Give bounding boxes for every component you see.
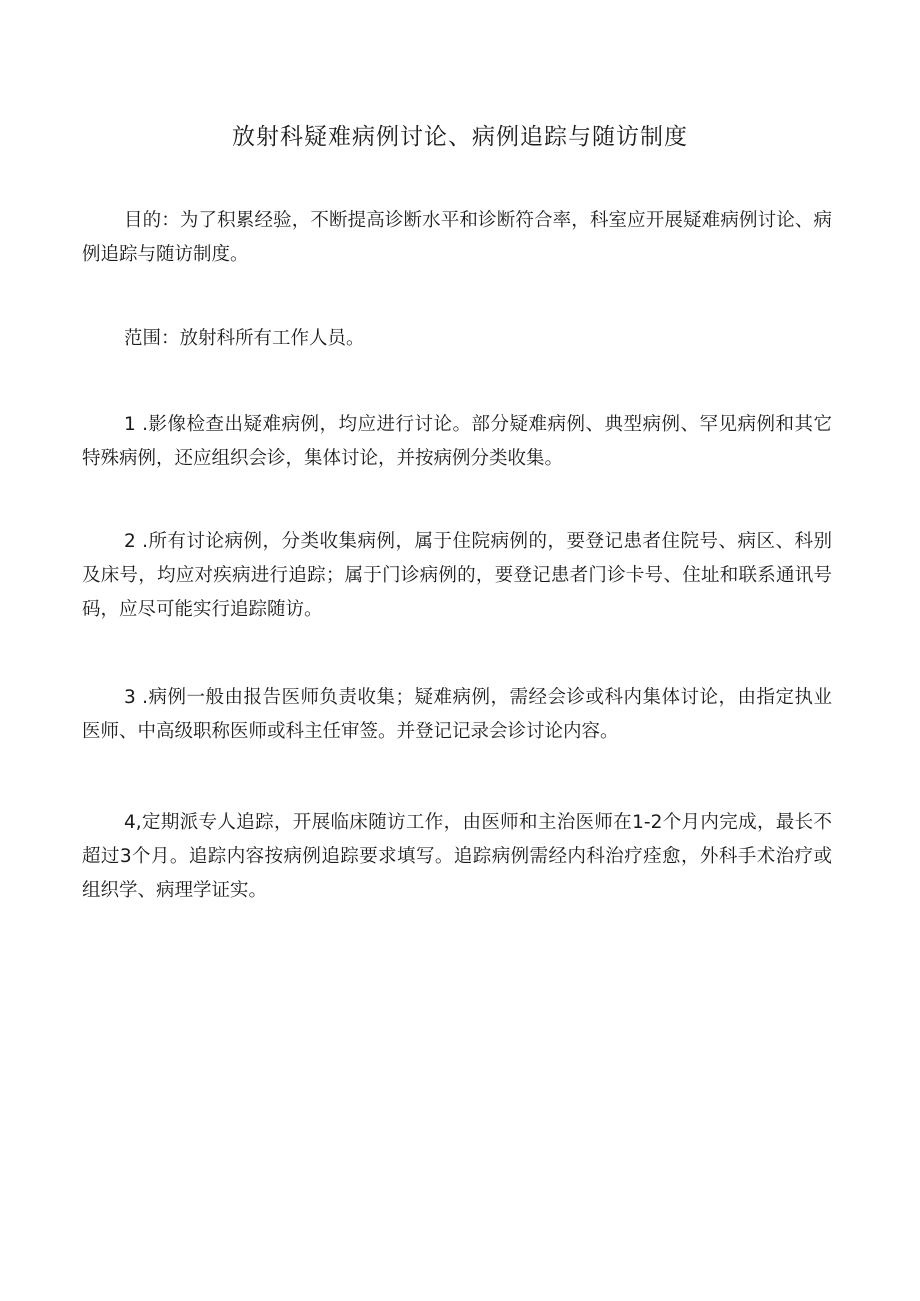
purpose-paragraph: 目的：为了积累经验，不断提高诊断水平和诊断符合率，科室应开展疑难病例讨论、病例追踪与随访制度。 (82, 210, 832, 265)
document-title: 放射科疑难病例讨论、病例追踪与随访制度 (232, 124, 688, 150)
rule-item-3: 3 .病例一般由报告医师负责收集；疑难病例，需经会诊或科内集体讨论，由指定执业医师、中高级职称医师或科主任审签。并登记记录会诊讨论内容。 (82, 687, 832, 742)
scope-paragraph: 范围：放射科所有工作人员。 (124, 328, 365, 349)
rule-item-2: 2 .所有讨论病例，分类收集病例，属于住院病例的，要登记患者住院号、病区、科别及床号，均应对疾病进行追踪；属于门诊病例的，要登记患者门诊卡号、住址和联系通讯号码，应尽可能实行追踪随访。 (82, 531, 832, 620)
rule-item-4: 4,定期派专人追踪，开展临床随访工作，由医师和主治医师在1-2个月内完成，最长不超过3个月。追踪内容按病例追踪要求填写。追踪病例需经内科治疗痊愈，外科手术治疗或组织学、病理学证实。 (82, 812, 832, 901)
rule-item-1: 1 .影像检查出疑难病例，均应进行讨论。部分疑难病例、典型病例、罕见病例和其它特殊病例，还应组织会诊，集体讨论，并按病例分类收集。 (82, 414, 832, 469)
